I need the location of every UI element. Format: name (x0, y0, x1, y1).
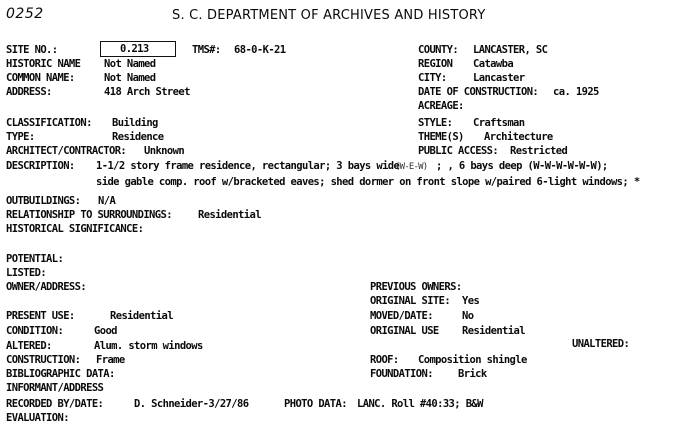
common-name-label: COMMON NAME: (6, 72, 75, 84)
informant-address-label: INFORMANT/ADDRESS (6, 382, 104, 394)
architect-label: ARCHITECT/CONTRACTOR: (6, 145, 127, 157)
county-label: COUNTY: (418, 44, 459, 56)
roof-value: Composition shingle (418, 354, 527, 366)
city-label: CITY: (418, 72, 447, 84)
classification-value: Building (112, 117, 158, 129)
original-site-label: ORIGINAL SITE: (370, 295, 451, 307)
original-site-value: Yes (462, 295, 480, 307)
roof-label: ROOF: (370, 354, 399, 366)
date-of-construction-label: DATE OF CONSTRUCTION: (418, 86, 539, 98)
type-value: Residence (112, 131, 164, 143)
altered-value: Alum. storm windows (94, 340, 203, 352)
style-value: Craftsman (473, 117, 525, 129)
present-use-label: PRESENT USE: (6, 310, 75, 322)
recorded-by-label: RECORDED BY/DATE: (6, 398, 104, 410)
type-label: TYPE: (6, 131, 35, 143)
bibliographic-data-label: BIBLIOGRAPHIC DATA: (6, 368, 115, 380)
architect-value: Unknown (144, 145, 185, 157)
site-no-label: SITE NO.: (6, 44, 58, 56)
construction-label: CONSTRUCTION: (6, 354, 81, 366)
page-title: S. C. DEPARTMENT OF ARCHIVES AND HISTORY (172, 8, 486, 23)
description-handwritten-note: (W-E-W) (395, 162, 428, 172)
style-label: STYLE: (418, 117, 453, 129)
construction-value: Frame (96, 354, 125, 366)
original-use-value: Residential (462, 325, 525, 337)
photo-data-value: LANC. Roll #40:33; B&W (357, 398, 483, 410)
classification-label: CLASSIFICATION: (6, 117, 92, 129)
description-line-1b: ; , 6 bays deep (W-W-W-W-W-W); (436, 160, 608, 172)
region-label: REGION (418, 58, 453, 70)
acreage-label: ACREAGE: (418, 100, 464, 112)
outbuildings-label: OUTBUILDINGS: (6, 195, 81, 207)
historical-significance-label: HISTORICAL SIGNIFICANCE: (6, 223, 144, 235)
document-number: 0252 (6, 6, 44, 22)
description-line-2: side gable comp. roof w/bracketed eaves; shed dormer on front slope w/paired 6-light windows; * (96, 176, 640, 188)
theme-label: THEME(S) (418, 131, 464, 143)
historic-name-label: HISTORIC NAME (6, 58, 81, 70)
county-value: LANCASTER, SC (473, 44, 548, 56)
condition-label: CONDITION: (6, 325, 64, 337)
public-access-label: PUBLIC ACCESS: (418, 145, 499, 157)
moved-date-value: No (462, 310, 474, 322)
listed-label: LISTED: (6, 267, 47, 279)
evaluation-label: EVALUATION: (6, 412, 69, 424)
photo-data-label: PHOTO DATA: (284, 398, 347, 410)
date-of-construction-value: ca. 1925 (553, 86, 599, 98)
description-label: DESCRIPTION: (6, 160, 75, 172)
original-use-label: ORIGINAL USE (370, 325, 439, 337)
historic-name-value: Not Named (104, 58, 156, 70)
present-use-value: Residential (110, 310, 173, 322)
outbuildings-value: N/A (98, 195, 116, 207)
foundation-label: FOUNDATION: (370, 368, 433, 380)
condition-value: Good (94, 325, 117, 337)
tms-value: 68-0-K-21 (234, 44, 286, 56)
previous-owners-label: PREVIOUS OWNERS: (370, 281, 462, 293)
owner-address-label: OWNER/ADDRESS: (6, 281, 87, 293)
address-label: ADDRESS: (6, 86, 52, 98)
foundation-value: Brick (458, 368, 487, 380)
potential-label: POTENTIAL: (6, 253, 64, 265)
relationship-label: RELATIONSHIP TO SURROUNDINGS: (6, 209, 172, 221)
site-no-value: 0.213 (120, 43, 149, 55)
region-value: Catawba (473, 58, 514, 70)
unaltered-label: UNALTERED: (572, 338, 630, 350)
common-name-value: Not Named (104, 72, 156, 84)
altered-label: ALTERED: (6, 340, 52, 352)
address-value: 418 Arch Street (104, 86, 190, 98)
theme-value: Architecture (484, 131, 553, 143)
moved-date-label: MOVED/DATE: (370, 310, 433, 322)
recorded-by-value: D. Schneider-3/27/86 (134, 398, 249, 410)
relationship-value: Residential (198, 209, 261, 221)
tms-label: TMS#: (192, 44, 221, 56)
description-line-1a: 1-1/2 story frame residence, rectangular; 3 bays wide (96, 160, 400, 172)
city-value: Lancaster (473, 72, 525, 84)
public-access-value: Restricted (510, 145, 568, 157)
